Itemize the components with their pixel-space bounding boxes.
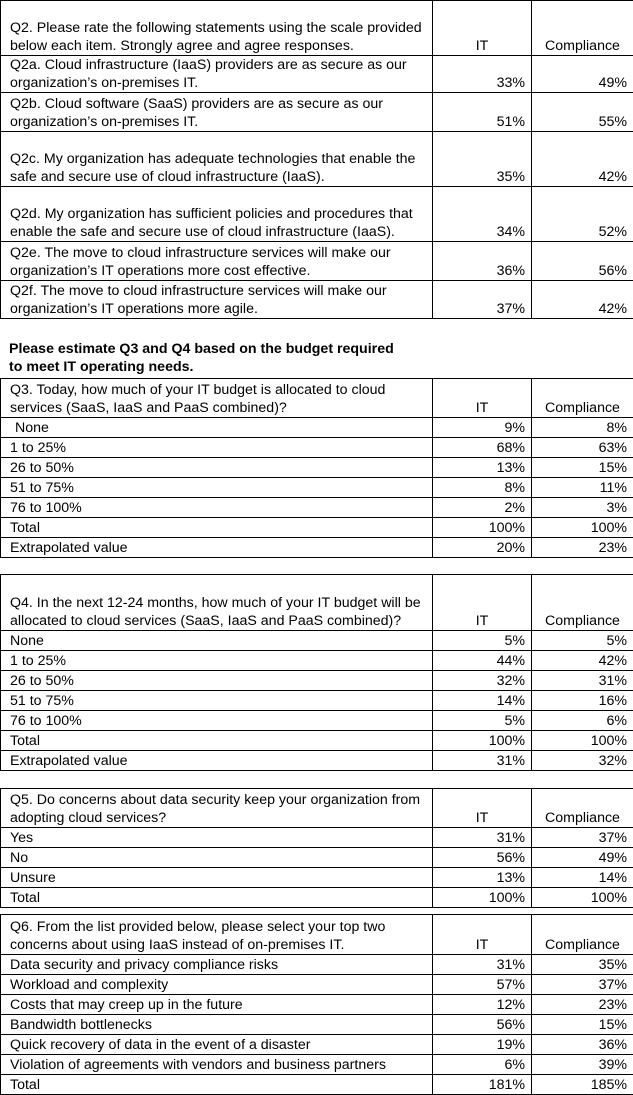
column-header-it: IT [433, 915, 532, 955]
table-row [1, 711, 633, 731]
table-row [1, 955, 633, 975]
value-it: 36% [433, 242, 532, 281]
value-it: 44% [433, 651, 532, 671]
table-row [1, 518, 633, 538]
table-row [1, 751, 633, 771]
table-row [1, 671, 633, 691]
table-row [1, 828, 633, 848]
value-it: 37% [433, 281, 532, 319]
table-row [1, 888, 633, 908]
row-label: 26 to 50% [1, 458, 433, 478]
table-row [1, 731, 633, 751]
table-row [1, 1015, 633, 1035]
question-text: Q4. In the next 12-24 months, how much of your IT budget will be allocated to cloud services (SaaS, IaaS and PaaS combined)? [1, 575, 433, 631]
row-label: Q2a. Cloud infrastructure (IaaS) providers are as secure as our organization’s on-premises IT. [1, 56, 433, 93]
value-compliance: 14% [532, 868, 633, 888]
table-row [1, 478, 633, 498]
value-it: 181% [433, 1075, 532, 1095]
q6-section [0, 914, 633, 1095]
table-header-row [1, 575, 633, 631]
table-row [1, 498, 633, 518]
column-header-compliance: Compliance [532, 915, 633, 955]
value-compliance: 42% [532, 651, 633, 671]
value-it: 57% [433, 975, 532, 995]
value-compliance: 56% [532, 242, 633, 281]
value-it: 34% [433, 187, 532, 242]
value-compliance: 42% [532, 132, 633, 187]
value-compliance: 23% [532, 995, 633, 1015]
row-label: Extrapolated value [1, 538, 433, 558]
value-compliance: 32% [532, 751, 633, 771]
column-header-it: IT [433, 789, 532, 828]
value-it: 20% [433, 538, 532, 558]
value-it: 2% [433, 498, 532, 518]
row-label: Q2f. The move to cloud infrastructure services will make our organization’s IT operations more agile. [1, 281, 433, 319]
column-header-it: IT [433, 1, 532, 56]
row-label: 26 to 50% [1, 671, 433, 691]
column-header-it: IT [433, 575, 532, 631]
table-row [1, 281, 633, 319]
value-it: 51% [433, 93, 532, 132]
value-compliance: 15% [532, 458, 633, 478]
table-row [1, 1055, 633, 1075]
row-label: Q2e. The move to cloud infrastructure services will make our organization’s IT operations more cost effective. [1, 242, 433, 281]
row-label: Violation of agreements with vendors and business partners [1, 1055, 433, 1075]
value-compliance: 63% [532, 438, 633, 458]
value-it: 32% [433, 671, 532, 691]
table-row [1, 418, 633, 438]
value-compliance: 185% [532, 1075, 633, 1095]
table-header-row [1, 379, 633, 418]
value-it: 31% [433, 955, 532, 975]
table-header-row [1, 1, 633, 56]
row-label: No [1, 848, 433, 868]
value-it: 8% [433, 478, 532, 498]
q5-table [0, 788, 633, 908]
question-text: Q5. Do concerns about data security keep your organization from adopting cloud services? [1, 789, 433, 828]
value-compliance: 11% [532, 478, 633, 498]
table-row [1, 868, 633, 888]
q2-section [0, 0, 633, 319]
row-label: 1 to 25% [1, 438, 433, 458]
table-row [1, 651, 633, 671]
value-compliance: 42% [532, 281, 633, 319]
value-it: 68% [433, 438, 532, 458]
row-label: 51 to 75% [1, 691, 433, 711]
value-compliance: 8% [532, 418, 633, 438]
question-text: Q3. Today, how much of your IT budget is allocated to cloud services (SaaS, IaaS and PaaS combined)? [1, 379, 433, 418]
table-row [1, 93, 633, 132]
value-compliance: 100% [532, 518, 633, 538]
table-row [1, 56, 633, 93]
value-compliance: 37% [532, 828, 633, 848]
value-it: 56% [433, 1015, 532, 1035]
table-row [1, 1075, 633, 1095]
row-label: Total [1, 1075, 433, 1095]
value-compliance: 3% [532, 498, 633, 518]
table-row [1, 132, 633, 187]
value-compliance: 55% [532, 93, 633, 132]
value-it: 5% [433, 711, 532, 731]
question-text: Q6. From the list provided below, please select your top two concerns about using IaaS instead of on-premises IT. [1, 915, 433, 955]
row-label: None [1, 631, 433, 651]
value-compliance: 49% [532, 848, 633, 868]
row-label: Q2d. My organization has sufficient policies and procedures that enable the safe and secure use of cloud infrastructure (IaaS). [1, 187, 433, 242]
value-compliance: 49% [532, 56, 633, 93]
value-compliance: 100% [532, 888, 633, 908]
value-it: 35% [433, 132, 532, 187]
value-compliance: 16% [532, 691, 633, 711]
table-row [1, 187, 633, 242]
value-it: 31% [433, 828, 532, 848]
value-it: 6% [433, 1055, 532, 1075]
value-it: 13% [433, 868, 532, 888]
value-it: 33% [433, 56, 532, 93]
value-compliance: 5% [532, 631, 633, 651]
q3-section [0, 378, 633, 558]
value-compliance: 37% [532, 975, 633, 995]
value-compliance: 100% [532, 731, 633, 751]
value-compliance: 15% [532, 1015, 633, 1035]
row-label: 76 to 100% [1, 498, 433, 518]
table-row [1, 438, 633, 458]
table-row [1, 458, 633, 478]
row-label: Extrapolated value [1, 751, 433, 771]
table-row [1, 631, 633, 651]
value-compliance: 23% [532, 538, 633, 558]
row-label: 1 to 25% [1, 651, 433, 671]
table-row [1, 1035, 633, 1055]
row-label: Total [1, 888, 433, 908]
value-it: 31% [433, 751, 532, 771]
column-header-compliance: Compliance [532, 1, 633, 56]
row-label: 51 to 75% [1, 478, 433, 498]
row-label: Yes [1, 828, 433, 848]
column-header-it: IT [433, 379, 532, 418]
row-label: Quick recovery of data in the event of a disaster [1, 1035, 433, 1055]
row-label: Unsure [1, 868, 433, 888]
q5-section [0, 788, 633, 908]
row-label: 76 to 100% [1, 711, 433, 731]
value-it: 9% [433, 418, 532, 438]
question-text: Q2. Please rate the following statements using the scale provided below each item. Strongly agree and agree responses. [1, 1, 433, 56]
q6-table [0, 914, 633, 1095]
value-it: 13% [433, 458, 532, 478]
value-compliance: 31% [532, 671, 633, 691]
q4-table [0, 574, 633, 771]
row-label: Data security and privacy compliance risks [1, 955, 433, 975]
column-header-compliance: Compliance [532, 379, 633, 418]
row-label: Q2b. Cloud software (SaaS) providers are as secure as our organization’s on-premises IT. [1, 93, 433, 132]
value-compliance: 39% [532, 1055, 633, 1075]
row-label: Q2c. My organization has adequate technologies that enable the safe and secure use of cloud infrastructure (IaaS). [1, 132, 433, 187]
table-row [1, 975, 633, 995]
table-row [1, 538, 633, 558]
table-row [1, 242, 633, 281]
column-header-compliance: Compliance [532, 575, 633, 631]
section-title: Please estimate Q3 and Q4 based on the budget required to meet IT operating needs. [0, 341, 409, 376]
row-label: Bandwidth bottlenecks [1, 1015, 433, 1035]
q4-section [0, 574, 633, 771]
value-compliance: 6% [532, 711, 633, 731]
value-it: 14% [433, 691, 532, 711]
value-compliance: 35% [532, 955, 633, 975]
value-it: 100% [433, 731, 532, 751]
row-label: Total [1, 518, 433, 538]
value-it: 100% [433, 888, 532, 908]
value-it: 5% [433, 631, 532, 651]
row-label: Costs that may creep up in the future [1, 995, 433, 1015]
table-row [1, 848, 633, 868]
table-header-row [1, 915, 633, 955]
row-label: None [1, 418, 433, 438]
table-row [1, 995, 633, 1015]
row-label: Total [1, 731, 433, 751]
column-header-compliance: Compliance [532, 789, 633, 828]
value-it: 56% [433, 848, 532, 868]
table-row [1, 691, 633, 711]
table-header-row [1, 789, 633, 828]
value-it: 19% [433, 1035, 532, 1055]
q3-table [0, 378, 633, 558]
q2-table [0, 0, 633, 319]
value-compliance: 36% [532, 1035, 633, 1055]
value-it: 12% [433, 995, 532, 1015]
value-it: 100% [433, 518, 532, 538]
row-label: Workload and complexity [1, 975, 433, 995]
value-compliance: 52% [532, 187, 633, 242]
